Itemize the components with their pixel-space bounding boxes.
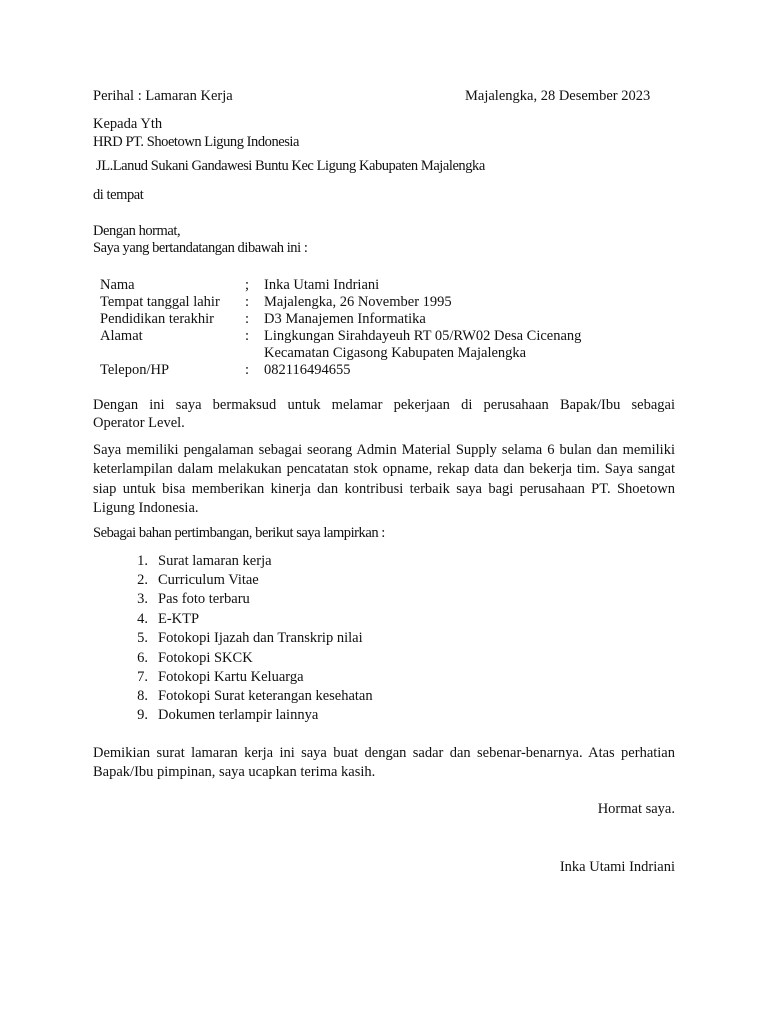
detail-value: Inka Utami Indriani	[264, 277, 380, 293]
detail-label: Pendidikan terakhir	[100, 311, 214, 327]
list-number: 6.	[137, 650, 148, 666]
recipient-address: JL.Lanud Sukani Gandawesi Buntu Kec Ligung Kabupaten Majalengka	[96, 158, 485, 174]
list-number: 4.	[137, 611, 148, 627]
list-number: 1.	[137, 553, 148, 569]
detail-colon: :	[245, 294, 250, 310]
experience-paragraph: Saya memiliki pengalaman sebagai seorang Admin Material Supply selama 6 bulan dan memiliki keterlampilan dalam melakukan pencatatan stok opname, rekap data dan bekerja tim. Saya sangat siap untuk bisa memberikan kinerja dan kontribusi terbaik saya bagi perusahaan PT. Shoetown Ligung Indonesia.	[93, 442, 675, 516]
detail-label: Nama	[100, 277, 135, 293]
list-text: E-KTP	[158, 611, 200, 627]
list-number: 8.	[137, 688, 148, 704]
place-date: Majalengka, 28 Desember 2023	[465, 88, 651, 104]
detail-colon: :	[245, 311, 250, 327]
list-text: Surat lamaran kerja	[158, 553, 272, 569]
greeting: Dengan hormat,	[93, 223, 181, 239]
recipient-salutation: Kepada Yth	[93, 116, 163, 132]
purpose-paragraph-line1: Dengan ini saya bermaksud untuk melamar pekerjaan di perusahaan Bapak/Ibu sebagai	[93, 397, 675, 413]
regards: Hormat saya.	[597, 801, 675, 817]
detail-colon: :	[245, 328, 250, 344]
detail-value: Lingkungan Sirahdayeuh RT 05/RW02 Desa Cicenang	[264, 328, 582, 344]
detail-colon: ;	[245, 277, 250, 293]
list-number: 3.	[137, 591, 148, 607]
list-text: Fotokopi SKCK	[158, 650, 253, 666]
detail-value: Majalengka, 26 November 1995	[264, 294, 452, 310]
detail-value: 082116494655	[264, 362, 351, 378]
intro-line: Saya yang bertandatangan dibawah ini :	[93, 240, 308, 256]
closing-paragraph: Demikian surat lamaran kerja ini saya buat dengan sadar dan sebenar-benarnya. Atas perhatian Bapak/Ibu pimpinan, saya ucapkan terima kasih.	[93, 745, 675, 781]
list-number: 5.	[137, 630, 148, 646]
detail-colon: :	[245, 362, 250, 378]
list-text: Fotokopi Surat keterangan kesehatan	[158, 688, 373, 704]
list-number: 7.	[137, 669, 148, 685]
list-text: Dokumen terlampir lainnya	[158, 707, 319, 723]
recipient-location: di tempat	[93, 187, 144, 203]
signature-name: Inka Utami Indriani	[559, 859, 675, 875]
list-text: Curriculum Vitae	[158, 572, 259, 588]
list-text: Fotokopi Ijazah dan Transkrip nilai	[158, 630, 363, 646]
purpose-paragraph-line2: Operator Level.	[93, 415, 185, 431]
list-text: Fotokopi Kartu Keluarga	[158, 669, 304, 685]
detail-value-continued: Kecamatan Cigasong Kabupaten Majalengka	[264, 345, 527, 361]
list-number: 9.	[137, 707, 148, 723]
subject-line: Perihal : Lamaran Kerja	[93, 88, 233, 104]
detail-value: D3 Manajemen Informatika	[264, 311, 426, 327]
detail-label: Alamat	[100, 328, 143, 344]
detail-label: Tempat tanggal lahir	[100, 294, 220, 310]
list-text: Pas foto terbaru	[158, 591, 250, 607]
list-number: 2.	[137, 572, 148, 588]
recipient-name: HRD PT. Shoetown Ligung Indonesia	[93, 134, 299, 150]
attachments-intro: Sebagai bahan pertimbangan, berikut saya lampirkan :	[93, 525, 385, 541]
detail-label: Telepon/HP	[100, 362, 170, 378]
